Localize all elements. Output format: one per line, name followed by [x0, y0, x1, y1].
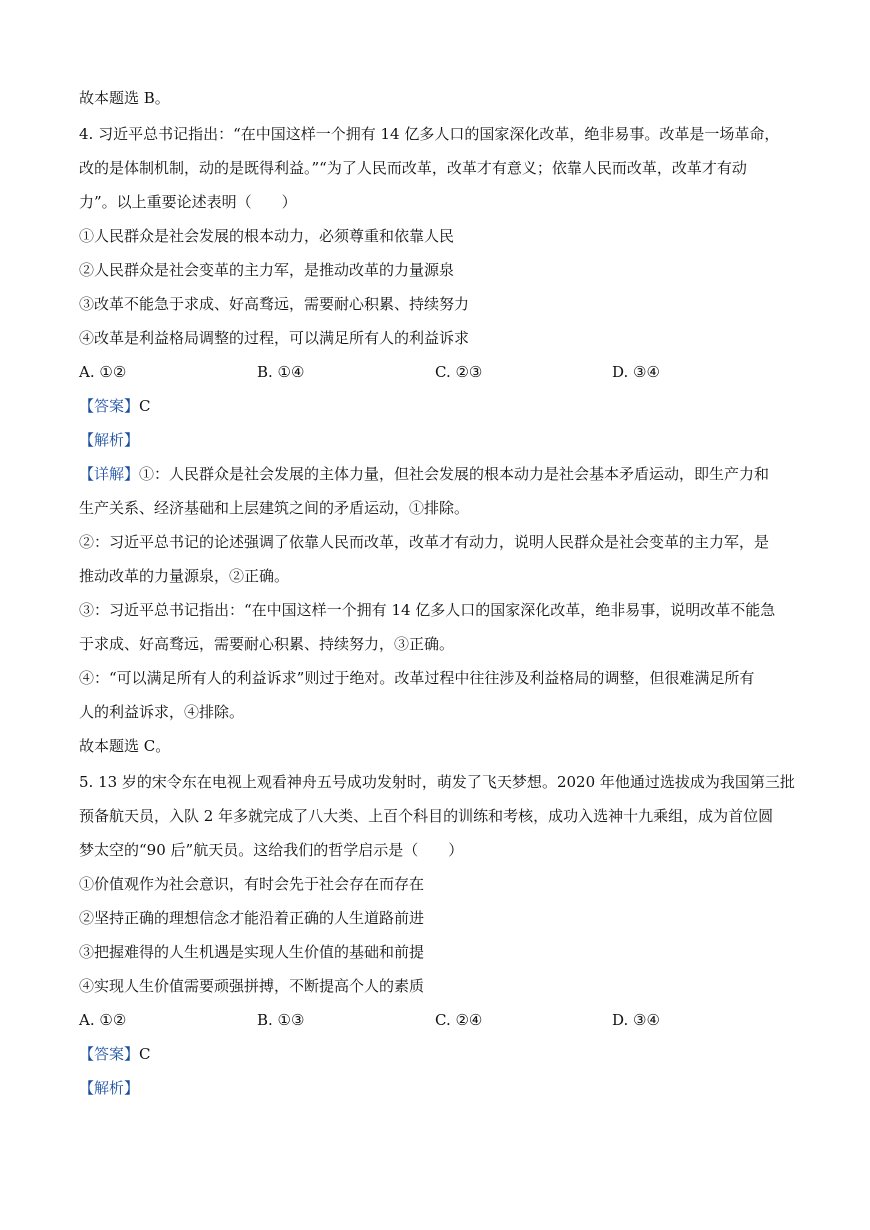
q5-analysis-tag: 【解析】	[79, 1079, 140, 1097]
conclusion-q4: 故本题选 C。	[79, 737, 171, 755]
q4-options	[79, 362, 799, 382]
q5-option-d: D. ③④	[612, 1011, 660, 1029]
q5-option-b: B. ①③	[257, 1011, 305, 1029]
q5-options	[79, 1010, 799, 1030]
q5-statement-1: ①价值观作为社会意识，有时会先于社会存在而存在	[79, 875, 425, 893]
q5-answer	[79, 1044, 151, 1064]
question-5-stem-line-3: 梦太空的“90 后”航天员。这给我们的哲学启示是（ ）	[79, 841, 464, 859]
q5-statement-4: ④实现人生价值需要顽强拼搏，不断提高个人的素质	[79, 977, 425, 995]
q4-detail-line-6: 于求成、好高骛远，需要耐心积累、持续努力，③正确。	[79, 635, 455, 653]
q4-detail-line-1	[79, 464, 769, 484]
q4-detail-line-7: ④：“可以满足所有人的利益诉求”则过于绝对。改革过程中往往涉及利益格局的调整，但很难满足所有	[79, 669, 755, 687]
q5-answer-value: C	[139, 1045, 151, 1063]
q4-detail-text: ①：人民群众是社会发展的主体力量，但社会发展的根本动力是社会基本矛盾运动，即生产力和	[139, 465, 770, 483]
q5-answer-tag: 【答案】	[79, 1045, 140, 1063]
q4-analysis-tag: 【解析】	[79, 431, 140, 449]
q5-statement-2: ②坚持正确的理想信念才能沿着正确的人生道路前进	[79, 909, 425, 927]
q4-detail-line-3: ②：习近平总书记的论述强调了依靠人民而改革，改革才有动力，说明人民群众是社会变革的主力军，是	[79, 533, 770, 551]
q4-answer-value: C	[139, 397, 151, 415]
q4-statement-1: ①人民群众是社会发展的根本动力，必须尊重和依靠人民	[79, 227, 455, 245]
q4-detail-line-4: 推动改革的力量源泉，②正确。	[79, 567, 290, 585]
q4-detail-line-2: 生产关系、经济基础和上层建筑之间的矛盾运动，①排除。	[79, 499, 470, 517]
conclusion-q3: 故本题选 B。	[79, 89, 170, 107]
question-4-stem-line-2: 改的是体制机制，动的是既得利益。”“为了人民而改革，改革才有意义；依靠人民而改革，改革才有动	[79, 159, 747, 177]
question-5-stem-line-2: 预备航天员，入队 2 年多就完成了八大类、上百个科目的训练和考核，成功入选神十九乘组，成为首位圆	[79, 807, 774, 825]
q4-detail-tag: 【详解】	[79, 465, 140, 483]
q4-answer-tag: 【答案】	[79, 397, 140, 415]
q4-option-c: C. ②③	[435, 363, 483, 381]
q4-option-a: A. ①②	[79, 363, 127, 381]
question-4-stem-line-1: 4. 习近平总书记指出：“在中国这样一个拥有 14 亿多人口的国家深化改革，绝非易事。改革是一场革命，	[79, 125, 780, 143]
q4-statement-4: ④改革是利益格局调整的过程，可以满足所有人的利益诉求	[79, 329, 470, 347]
q4-answer	[79, 396, 151, 416]
q4-statement-2: ②人民群众是社会变革的主力军，是推动改革的力量源泉	[79, 261, 455, 279]
q4-statement-3: ③改革不能急于求成、好高骛远，需要耐心积累、持续努力	[79, 295, 470, 313]
q4-option-d: D. ③④	[612, 363, 660, 381]
q4-option-b: B. ①④	[257, 363, 305, 381]
q4-detail-line-8: 人的利益诉求，④排除。	[79, 703, 245, 721]
q5-option-c: C. ②④	[435, 1011, 483, 1029]
q4-detail-line-5: ③：习近平总书记指出：“在中国这样一个拥有 14 亿多人口的国家深化改革，绝非易事，说明改革不能急	[79, 601, 776, 619]
question-4-stem-line-3: 力”。以上重要论述表明（ ）	[79, 193, 297, 211]
q5-statement-3: ③把握难得的人生机遇是实现人生价值的基础和前提	[79, 943, 425, 961]
question-5-stem-line-1: 5. 13 岁的宋令东在电视上观看神舟五号成功发射时，萌发了飞天梦想。2020 年他通过选拔成为我国第三批	[79, 773, 795, 791]
q5-option-a: A. ①②	[79, 1011, 127, 1029]
